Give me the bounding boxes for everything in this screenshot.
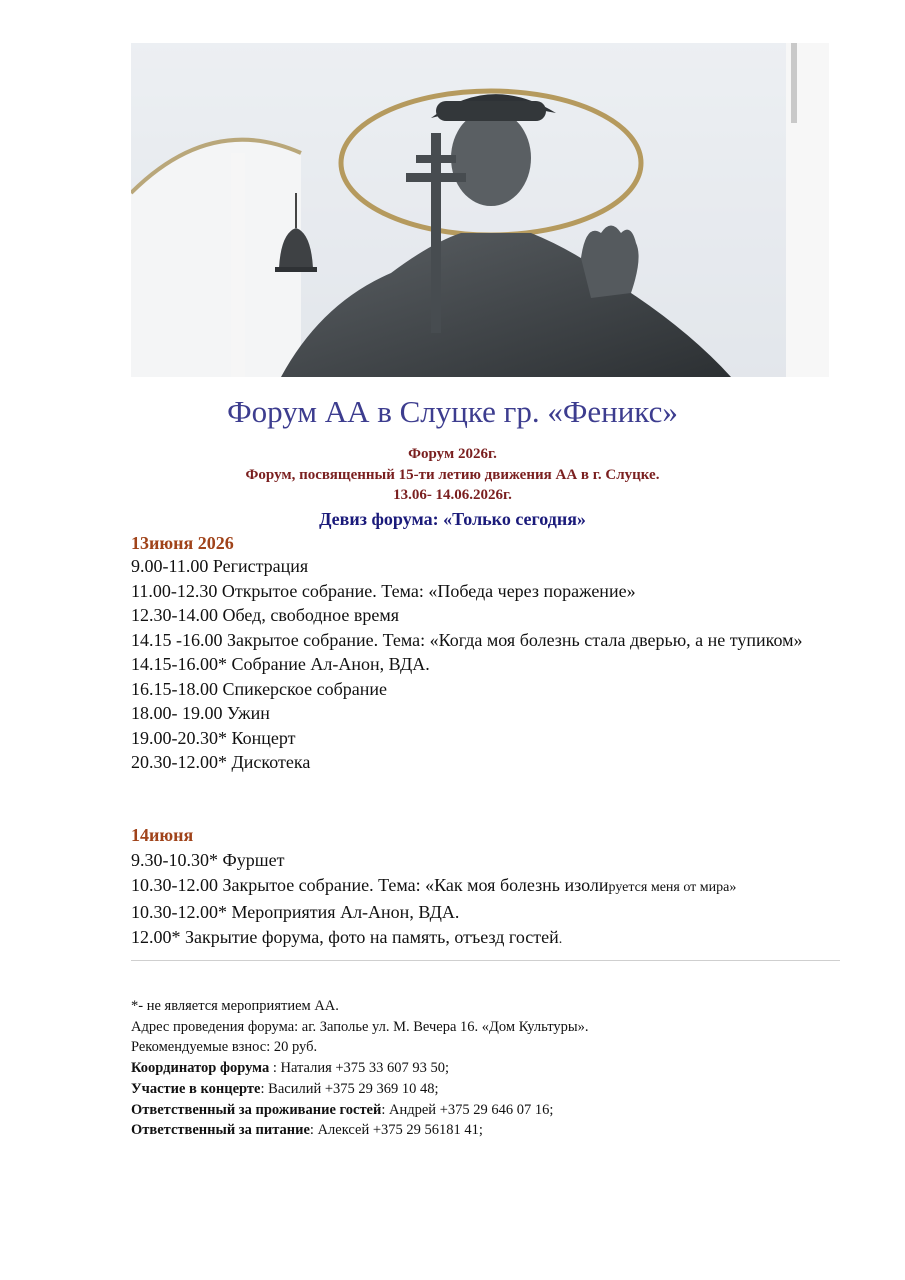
day1-heading: 13июня 2026 — [131, 533, 234, 553]
subtitle-line-3: 13.06- 14.06.2026г. — [393, 487, 512, 503]
schedule-item: 10.30-12.00* Мероприятия Ал-Анон, ВДА. — [131, 902, 460, 922]
food-contact: Ответственный за питание: Алексей +375 29 56181 41; — [131, 1122, 483, 1139]
venue-address: Адрес проведения форума: аг. Заполье ул. М. Вечера 16. «Дом Культуры». — [131, 1018, 589, 1035]
footnote: *- не является мероприятием АА. — [131, 998, 339, 1014]
schedule-item: 12.00* Закрытие форума, фото на память, отъезд гостей. — [131, 926, 563, 947]
divider — [131, 960, 840, 961]
schedule-item: 16.15-18.00 Спикерское собрание — [131, 678, 387, 699]
day2-schedule — [131, 848, 851, 952]
schedule-item: 11.00-12.30 Открытое собрание. Тема: «Победа через поражение» — [131, 580, 636, 601]
schedule-item: 12.30-14.00 Обед, свободное время — [131, 605, 399, 625]
schedule-item: 9.00-11.00 Регистрация — [131, 556, 309, 576]
schedule-item: 9.30-10.30* Фуршет — [131, 850, 285, 870]
schedule-item: 18.00- 19.00 Ужин — [131, 703, 270, 723]
schedule-item: 10.30-12.00 Закрытое собрание. Тема: «Как моя болезнь изолируется меня от мира» — [131, 874, 737, 895]
footer-info — [131, 996, 851, 1141]
schedule-item: 20.30-12.00* Дискотека — [131, 752, 311, 772]
day2-heading: 14июня — [131, 825, 194, 845]
subtitle-line-2: Форум, посвященный 15-ти летию движения АА в г. Слуцке. — [245, 467, 660, 483]
schedule-item: 14.15 -16.00 Закрытое собрание. Тема: «Когда моя болезнь стала дверью, а не тупиком» — [131, 629, 803, 650]
concert-contact: Участие в концерте: Василий +375 29 369 10 48; — [131, 1080, 439, 1097]
housing-contact: Ответственный за проживание гостей: Андрей +375 29 646 07 16; — [131, 1101, 554, 1118]
schedule-item: 14.15-16.00* Собрание Ал-Анон, ВДА. — [131, 654, 430, 674]
fee-info: Рекомендуемые взнос: 20 руб. — [131, 1039, 318, 1056]
statue-photo — [131, 43, 829, 377]
subtitle-line-1: Форум 2026г. — [408, 446, 497, 462]
forum-motto: Девиз форума: «Только сегодня» — [319, 509, 586, 529]
day1-schedule — [131, 554, 851, 775]
schedule-item: 19.00-20.30* Концерт — [131, 727, 296, 748]
page-title: Форум АА в Слуцке гр. «Феникс» — [227, 394, 678, 429]
coordinator-contact: Координатор форума : Наталия +375 33 607 93 50; — [131, 1060, 450, 1077]
